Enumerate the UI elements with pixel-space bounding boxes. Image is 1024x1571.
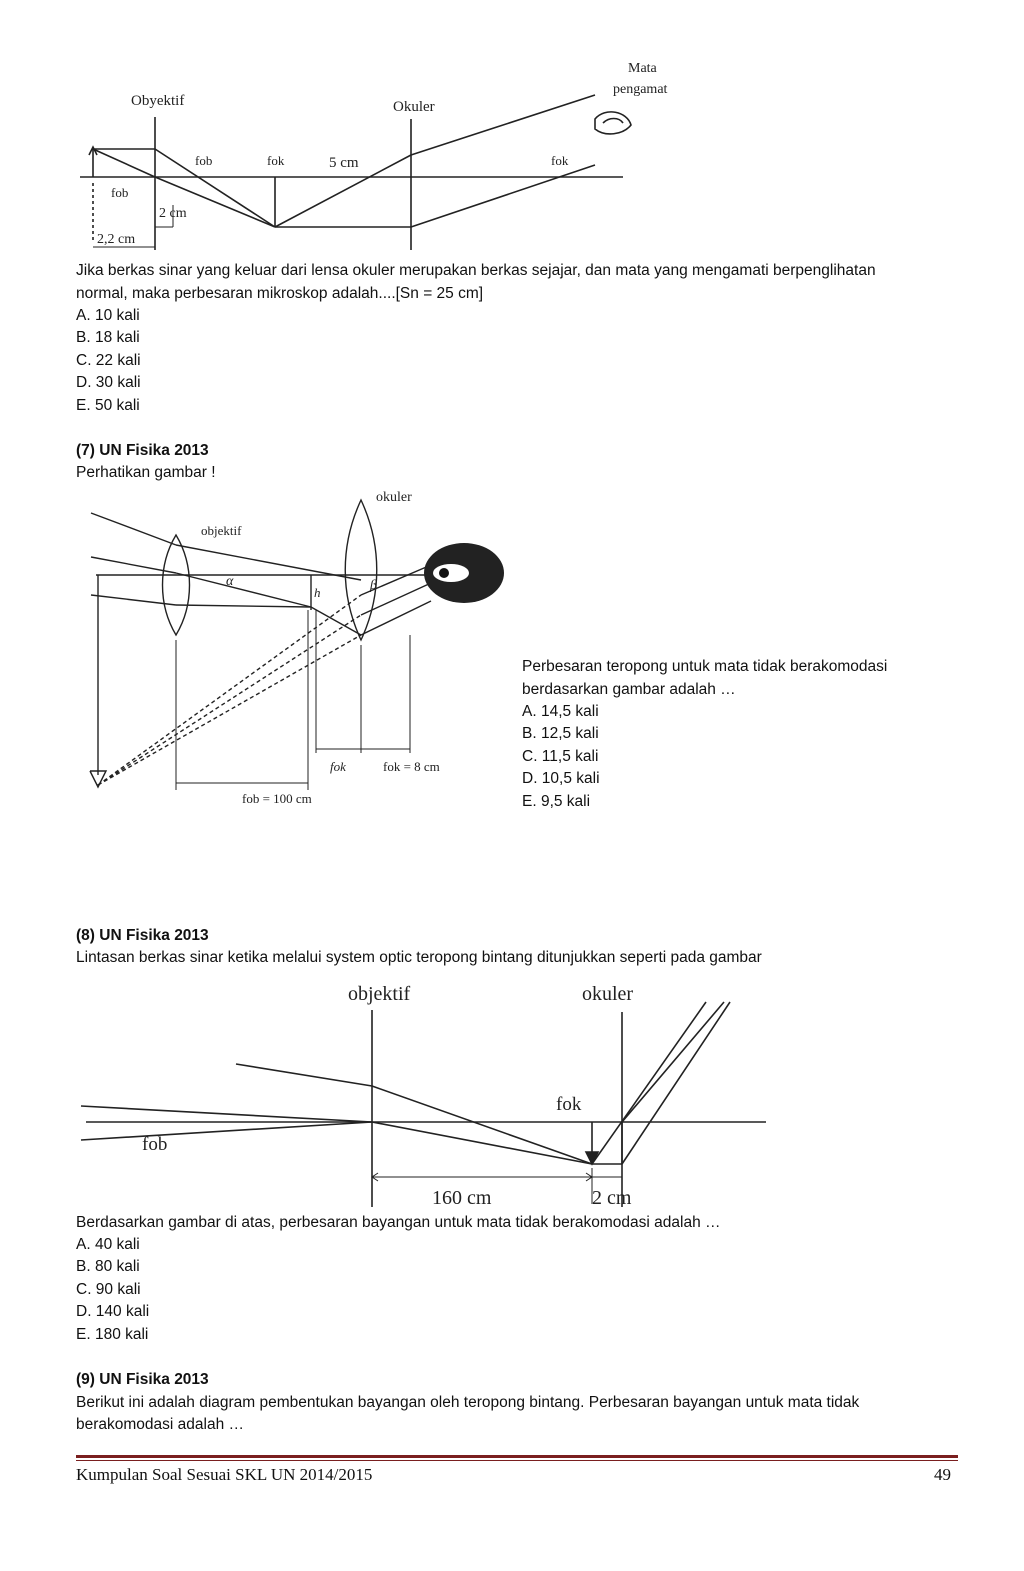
fig1-5cm-label: 5 cm <box>329 155 359 171</box>
fig1-2cm-label: 2 cm <box>159 206 187 221</box>
q9-stem-line2: berakomodasi adalah … <box>76 1416 245 1433</box>
q9-stem-line1: Berikut ini adalah diagram pembentukan bayangan oleh teropong bintang. Perbesaran bayangan untuk mata tidak <box>76 1394 860 1411</box>
telescope-diagram-q7 <box>76 485 508 810</box>
fig1-fob-label: fob <box>195 153 213 168</box>
fig1-fok-label: fok <box>267 153 285 168</box>
footer-rule-thin <box>76 1460 958 1461</box>
q6-option-c[interactable]: C. 22 kali <box>76 351 141 369</box>
footer-title: Kumpulan Soal Sesuai SKL UN 2014/2015 <box>76 1465 373 1484</box>
q7-fig-okuler-label: okuler <box>376 490 412 505</box>
q8-fig-fob-label: fob <box>142 1134 168 1155</box>
q7-heading: (7) UN Fisika 2013 <box>76 442 209 459</box>
q8-heading: (8) UN Fisika 2013 <box>76 927 209 944</box>
q7-fig-objektif-label: objektif <box>201 523 242 538</box>
q6-option-e[interactable]: E. 50 kali <box>76 396 140 414</box>
q7-fig-fok-label: fok <box>330 759 346 774</box>
q6-options <box>76 305 141 417</box>
q8-option-c[interactable]: C. 90 kali <box>76 1280 141 1298</box>
q7-options <box>522 701 600 813</box>
q7-option-d[interactable]: D. 10,5 kali <box>522 770 600 788</box>
telescope-diagram-q8 <box>76 972 776 1212</box>
q8-fig-fok-label: fok <box>556 1094 582 1115</box>
q8-fig-160cm-label: 160 cm <box>432 1187 492 1209</box>
q7-stem-line2: berdasarkan gambar adalah … <box>522 681 736 698</box>
fig1-pengamat-label: pengamat <box>613 82 668 97</box>
q8-option-a[interactable]: A. 40 kali <box>76 1236 140 1253</box>
q7-option-c[interactable]: C. 11,5 kali <box>522 747 599 765</box>
q8-stem: Lintasan berkas sinar ketika melalui system optic teropong bintang ditunjukkan seperti pada gambar <box>76 949 762 966</box>
footer-rule <box>76 1455 958 1458</box>
q6-stem-line2: normal, maka perbesaran mikroskop adalah....[Sn = 25 cm] <box>76 285 484 302</box>
q8-question: Berdasarkan gambar di atas, perbesaran bayangan untuk mata tidak berakomodasi adalah … <box>76 1214 721 1231</box>
fig1-okuler-label: Okuler <box>393 99 435 115</box>
q6-stem-line1: Jika berkas sinar yang keluar dari lensa okuler merupakan berkas sejajar, dan mata yang mengamati berpenglihatan <box>76 262 876 279</box>
q7-fig-beta-label: β <box>370 578 377 593</box>
q8-fig-okuler-label: okuler <box>582 983 634 1005</box>
q8-option-b[interactable]: B. 80 kali <box>76 1258 140 1276</box>
microscope-diagram <box>75 55 695 255</box>
q8-options <box>76 1234 149 1346</box>
q6-option-a[interactable]: A. 10 kali <box>76 307 140 324</box>
q7-option-b[interactable]: B. 12,5 kali <box>522 725 599 743</box>
fig1-22cm-label: 2,2 cm <box>97 232 136 247</box>
q7-intro: Perhatikan gambar ! <box>76 464 216 481</box>
fig1-objektif-label: Obyektif <box>131 93 185 109</box>
q7-fig-fob100-label: fob = 100 cm <box>242 791 312 806</box>
fig1-mata-label: Mata <box>628 61 657 76</box>
fig1-fob2-label: fob <box>111 185 129 200</box>
q8-fig-objektif-label: objektif <box>348 983 411 1005</box>
q8-option-e[interactable]: E. 180 kali <box>76 1325 149 1343</box>
q9-heading: (9) UN Fisika 2013 <box>76 1371 209 1388</box>
q7-fig-alpha-label: α <box>226 574 234 589</box>
q7-fig-fok8-label: fok = 8 cm <box>383 759 440 774</box>
q7-option-e[interactable]: E. 9,5 kali <box>522 792 591 810</box>
q8-fig-2cm-label: 2 cm <box>592 1187 632 1209</box>
fig1-fok2-label: fok <box>551 153 569 168</box>
q7-option-a[interactable]: A. 14,5 kali <box>522 703 599 720</box>
q6-option-b[interactable]: B. 18 kali <box>76 329 140 347</box>
q7-fig-h-label: h <box>314 585 321 600</box>
q6-option-d[interactable]: D. 30 kali <box>76 374 141 392</box>
page-number: 49 <box>934 1465 951 1484</box>
q7-stem-line1: Perbesaran teropong untuk mata tidak berakomodasi <box>522 658 888 675</box>
q8-option-d[interactable]: D. 140 kali <box>76 1303 150 1321</box>
